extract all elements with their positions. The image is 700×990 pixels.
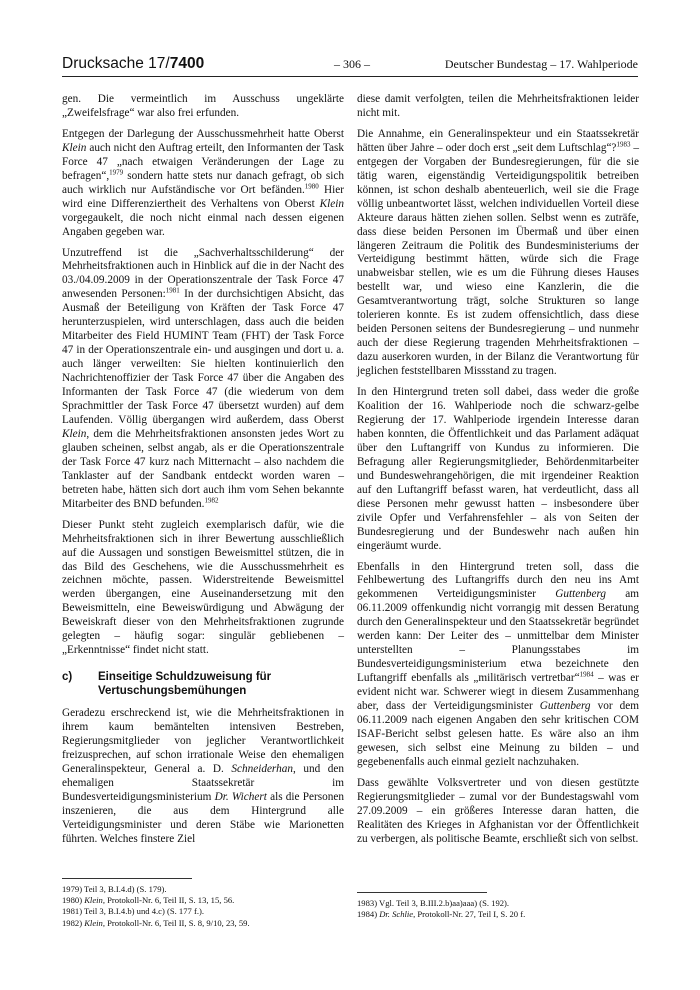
footnote-ref[interactable]: 1980 <box>304 181 319 190</box>
footnote-ref[interactable]: 1982 <box>204 495 219 504</box>
paragraph: Unzutreffend ist die „Sachverhaltsschilderung“ der Mehrheitsfraktionen auch in Hinblick auf die in der Nacht des 03./04.09.2009 in der Operationszentrale der Task Force 47 anwesenden Personen:$^{1981}$ In der durchsichtigen Absicht, das Ausmaß der Beteiligung von Kräften der Task Force 47 herunterzuspielen, wird unterschlagen, dass auch die beiden Mitarbeiter des Field HUMINT Team (FHT) der Task Force 47 in der Operationszentrale ein- und ausgingen und dort u. a. auch länger verweilten: Sie hielten kontinuierlich den Nachrichtenoffizier der Task Force 47 über die Angaben des Informanten der Task Force 47 (die wiederum von dem Sprachmittler der Task Force 47 übersetzt wurden) auf dem Laufenden. Völlig übergangen wird außerdem, dass Oberst Klein, dem die Mehrheitsfraktionen ansonsten jedes Wort zu glauben scheinen, selbst angab, als er die Operationszentrale der Task Force 47 kurz nach Mitternacht – also nachdem die Tanklaster auf der Sandbank entdeckt worden waren – betreten habe, hätten sich dort auch ihm vom Sehen bekannte Mitarbeiter des BND befunden.$^{1982}$ <box>62 246 344 510</box>
section-title: Einseitige Schuldzuweisung für Vertuschungsbemühungen <box>98 671 272 697</box>
document-number: Drucksache 17/7400 <box>62 55 205 72</box>
footnote-ref[interactable]: 1983 <box>616 140 631 149</box>
footnote: 1979) Teil 3, B.I.4.d) (S. 179). <box>62 884 167 894</box>
header-rule <box>62 76 638 77</box>
page-number: – 306 – <box>334 57 370 71</box>
footnote-ref[interactable]: 1981 <box>165 286 180 295</box>
paragraph: In den Hintergrund treten soll dabei, dass weder die große Koalition der 16. Wahlperiode noch die schwarz-gelbe Regierung der 17. Wahlperiode irgendein Interesse daran haben konnten, die Öffentlichkeit und das Parlament adäquat über den Luftangriff von Kundus zu informieren. Die Befragung aller Regierungsmitglieder, Behördenmitarbeiter und Bundeswehrangehörigen, die mit irgendeiner Reaktion auf den Luftangriff befasst waren, hat verdeutlicht, dass all diese Personen mehr gewusst hatten – insbesondere über zivile Opfer und Verfahrensfehler – als von Seiten der Bundesregierung und der Bundeswehr nach außen hin eingeräumt wurde. <box>357 386 639 552</box>
right-column <box>357 93 639 847</box>
paragraph: Geradezu erschreckend ist, wie die Mehrheitsfraktionen in ihrem kaum bemäntelten intensiven Bestreben, Regierungsmitglieder von jeglicher Verantwortlichkeit freizusprechen, auf schon irrationale Weise den ehemaligen Generalinspekteur, General a. D. Schneiderhan, und den ehemaligen Staatssekretär im Bundesverteidigungsministerium Dr. Wichert als die Personen inszenieren, die aus dem Hintergrund alle Verteidigungsminister und deren Stäbe wie Marionetten führten. Welches finstere Ziel <box>62 707 344 845</box>
footnote: 1981) Teil 3, B.I.4.b) und 4.c) (S. 177 f.). <box>62 906 204 917</box>
page-header <box>62 55 638 77</box>
section-number: c) <box>62 671 73 684</box>
paragraph: Die Annahme, ein Generalinspekteur und ein Staatssekretär hätten über Jahre – oder doch erst „seit dem Luftschlag“?$^{1983}$ – entgegen der Vorgaben der Bundesregierungen, für die sie tätig waren, eigenständig Verteidigungspolitik betreiben können, ist schon deshalb abenteuerlich, weil sie die Frage völlig unbeantwortet lässt, welchen individuellen Vorteil diese Akteure daraus hätten ziehen sollen. Selbst wenn es zuträfe, dass diese beiden Personen im Übermaß und über einen längeren Zeitraum die Politik des Bundesministeriums der Verteidigung bestimmt hätten, würde sich die Frage unabweisbar stellen, wie es um die Führung dieses Hauses bestellt war, und wieso eine Kanzlerin, die die Gesamtverantwortung trägt, solche Strukturen so lange tolerieren konnte. Es ist zudem offensichtlich, dass diese beiden Personen seitens der Bundesregierung – und nunmehr auch der diese Regierung tragenden Mehrheitsfraktionen – dazu auserkoren wurden, in der Bilanz die Verantwortung für jeglichen feststellbaren Missstand zu tragen. <box>357 127 639 378</box>
paragraph: gen. Die vermeintlich im Ausschuss ungeklärte „Zweifelsfrage“ war also frei erfunden. <box>62 93 344 119</box>
paragraph: Entgegen der Darlegung der Ausschussmehrheit hatte Oberst Klein auch nicht den Auftrag erteilt, den Informanten der Task Force 47 „nach etwaigen Veränderungen der Lage zu befragen“,$^{1979}$ sondern hatte stets nur danach gefragt, ob sich auch wirklich nur Aufständische vor Ort befänden.$^{1980}$ Hier wird eine Differenziertheit des Verhaltens von Oberst Klein vorgegaukelt, die noch nicht einmal nach dessen eigenen Angaben gegeben war. <box>62 127 344 238</box>
footnotes-left <box>62 884 250 929</box>
footnote: 1984) Dr. Schlie, Protokoll-Nr. 27, Teil I, S. 20 f. <box>357 909 526 920</box>
paragraph: Dieser Punkt steht zugleich exemplarisch dafür, wie die Mehrheitsfraktionen sich in ihrer Bewertung ausschließlich auf die Aussagen und sonstigen Beweismittel stützen, die in das Bild des Geschehens, wie die Ausschussmehrheit es zeichnen möchte, passen. Widerstreitende Beweismittel werden übergangen, eine Auseinandersetzung mit den Beweismitteln, eine Beweiswürdigung und Abwägung der Beweiskraft dieser von den Mehrheitsfraktionen zugrunde gelegten – häufig sogar: singulär gebliebenen – „Erkenntnisse“ findet nicht statt. <box>62 518 344 657</box>
paragraph: Ebenfalls in den Hintergrund treten soll, dass die Fehlbewertung des Luftangriffs durch den neu ins Amt gekommenen Verteidigungsminister Guttenberg am 06.11.2009 offenkundig nicht vorrangig mit dessen Beratung durch den Generalinspekteur und den Staatssekretär begründet werden kann: Der Leiter des – unmittelbar dem Minister unterstellten – Planungsstabes im Bundesverteidigungsministerium etwa bezeichnete den Luftangriff ebenfalls als „militärisch vertretbar“$^{1984}$ – was er evident nicht war. Schwerer wiegt in diesem Zusammenhang aber, dass der Verteidigungsminister Guttenberg vor dem 06.11.2009 nach eigenen Angaben den sehr kritischen COM ISAF-Bericht selbst gelesen hatte. Es wäre also an ihm gewesen, sich selbst eine Meinung zu bilden – und gegebenenfalls auch einmal gezielt nachzuhaken. <box>357 560 639 768</box>
parliament-label: Deutscher Bundestag – 17. Wahlperiode <box>444 57 638 71</box>
footnote: 1980) Klein, Protokoll-Nr. 6, Teil II, S. 13, 15, 56. <box>62 895 235 906</box>
paragraph: Dass gewählte Volksvertreter und von diesen gestützte Regierungsmitglieder – zumal vor der Bundestagswahl vom 27.09.2009 – ein größeres Interesse daran hatten, die Realitäten des Krieges in Afghanistan vor der Öffentlichkeit zu verbergen, als politische Beamte, erschließt sich von selbst. <box>357 776 639 845</box>
footnote-rule <box>62 878 192 879</box>
footnote-rule <box>357 892 487 893</box>
paragraph: diese damit verfolgten, teilen die Mehrheitsfraktionen leider nicht mit. <box>357 93 639 119</box>
footnote: 1983) Vgl. Teil 3, B.III.2.b)aa)aaa) (S. 192). <box>357 898 510 908</box>
footnote-ref[interactable]: 1984 <box>579 670 594 679</box>
footnote: 1982) Klein, Protokoll-Nr. 6, Teil II, S. 8, 9/10, 23, 59. <box>62 917 250 928</box>
left-column <box>62 93 344 847</box>
section-heading <box>62 671 344 698</box>
footnotes-right <box>357 898 525 920</box>
footnote-ref[interactable]: 1979 <box>109 168 124 177</box>
